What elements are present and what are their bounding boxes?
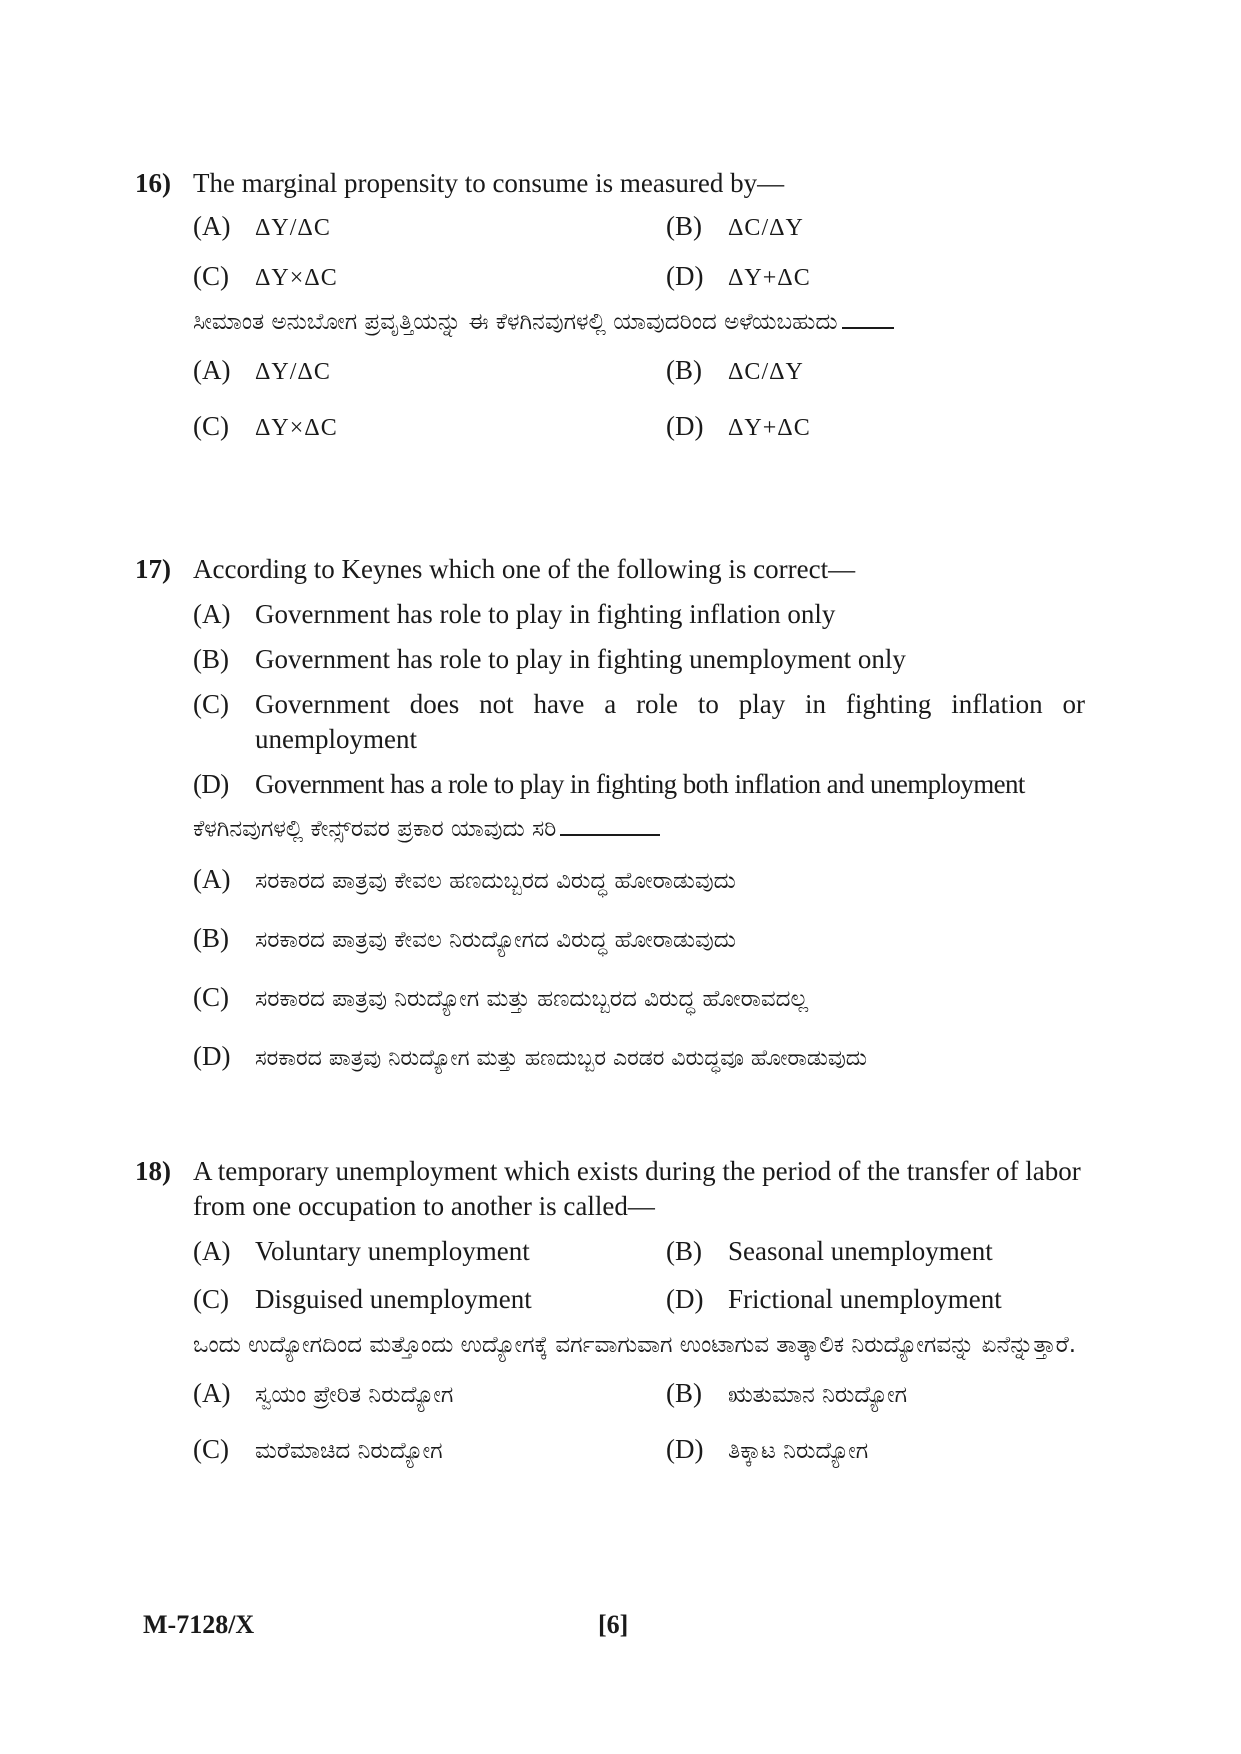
question-number: 18) xyxy=(135,1156,171,1186)
option-label: (D) xyxy=(193,1041,231,1071)
option-label: (A) xyxy=(193,864,231,894)
option-label: (A) xyxy=(193,599,231,629)
option-d xyxy=(666,261,811,292)
option-label: (A) xyxy=(193,1236,231,1266)
option-a xyxy=(193,211,331,242)
question-16 xyxy=(135,166,1085,461)
option-label: (A) xyxy=(193,355,231,385)
option-text: Government has a role to play in fighting both inflation and unemployment xyxy=(255,769,1025,799)
option-text: Government does not have a role to play in fighting inflation or unemployment xyxy=(255,689,1085,754)
option-label: (A) xyxy=(193,211,231,241)
option-text: ಋತುಮಾನ ನಿರುದ್ಯೋಗ xyxy=(728,1382,908,1408)
option-text: ΔC/ΔY xyxy=(728,215,804,241)
option-b xyxy=(666,1236,993,1267)
paper-code: M-7128/X xyxy=(143,1610,255,1639)
option-label: (B) xyxy=(666,211,702,241)
question-stem xyxy=(135,166,1085,201)
option-row xyxy=(193,1378,1085,1434)
question-number: 16) xyxy=(135,168,171,198)
option-row xyxy=(193,355,1085,411)
option-text: ಸರಕಾರದ ಪಾತ್ರವು ನಿರುದ್ಯೋಗ ಮತ್ತು ಹಣದುಬ್ಬರ ಎರಡರ ವಿರುದ್ಧವೂ ಹೋರಾಡುವುದು xyxy=(255,1046,867,1071)
option-text: Voluntary unemployment xyxy=(255,1236,530,1266)
kannada-question xyxy=(193,812,1085,846)
option-text: Frictional unemployment xyxy=(728,1284,1002,1314)
option-row xyxy=(193,261,1085,305)
kannada-option-b xyxy=(193,921,1085,958)
option-c xyxy=(193,261,338,292)
question-text: The marginal propensity to consume is measured by— xyxy=(193,168,785,198)
kannada-option-list xyxy=(193,862,1085,1076)
answer-blank xyxy=(560,814,660,836)
option-a xyxy=(193,1236,530,1267)
option-list xyxy=(193,597,1085,802)
option-label: (D) xyxy=(666,411,704,441)
kannada-option-a xyxy=(193,862,1085,899)
question-text: According to Keynes which one of the following is correct— xyxy=(193,554,856,584)
page-number: [6] xyxy=(598,1610,629,1639)
kannada-option-a xyxy=(193,355,331,386)
option-text: ಮರೆಮಾಚಿದ ನಿರುದ್ಯೋಗ xyxy=(255,1438,443,1464)
option-d xyxy=(666,1284,1002,1315)
question-stem xyxy=(135,552,1085,587)
kannada-option-c xyxy=(193,1434,443,1465)
option-text: ಸ್ವಯಂ ಪ್ರೇರಿತ ನಿರುದ್ಯೋಗ xyxy=(255,1382,454,1408)
kannada-option-a xyxy=(193,1378,453,1409)
option-text: ΔY+ΔC xyxy=(728,265,811,291)
option-text: Government has role to play in fighting unemployment only xyxy=(255,644,906,674)
question-18 xyxy=(135,1154,1085,1484)
option-label: (C) xyxy=(193,411,229,441)
option-label: (D) xyxy=(666,1434,704,1464)
kannada-question xyxy=(193,1328,1085,1362)
option-text: ಸರಕಾರದ ಪಾತ್ರವು ಕೇವಲ ನಿರುದ್ಯೋಗದ ವಿರುದ್ಧ ಹೋರಾಡುವುದು xyxy=(255,927,736,953)
option-d xyxy=(193,767,1085,802)
kannada-option-b xyxy=(666,1378,907,1409)
option-a xyxy=(193,597,1085,632)
option-label: (B) xyxy=(666,1378,702,1408)
option-label: (B) xyxy=(666,355,702,385)
option-text: ಸರಕಾರದ ಪಾತ್ರವು ಕೇವಲ ಹಣದುಬ್ಬರದ ವಿರುದ್ಧ ಹೋರಾಡುವುದು xyxy=(255,868,736,894)
option-row xyxy=(193,411,1085,461)
kannada-option-b xyxy=(666,355,804,386)
option-label: (B) xyxy=(193,923,229,953)
option-text: Government has role to play in fighting inflation only xyxy=(255,599,836,629)
option-text: ΔC/ΔY xyxy=(728,359,804,385)
kannada-option-d xyxy=(666,1434,868,1465)
kannada-option-c xyxy=(193,980,1085,1017)
question-stem xyxy=(135,1154,1085,1224)
option-text: Seasonal unemployment xyxy=(728,1236,993,1266)
option-label: (C) xyxy=(193,982,229,1012)
option-c xyxy=(193,687,1085,757)
option-label: (B) xyxy=(666,1236,702,1266)
option-b xyxy=(666,211,804,242)
kannada-question-text: ಕೆಳಗಿನವುಗಳಲ್ಲಿ ಕೇನ್ಸ್‌ರವರ ಪ್ರಕಾರ ಯಾವುದು ಸರಿ xyxy=(193,816,557,842)
answer-blank xyxy=(842,307,894,329)
kannada-option-d xyxy=(666,411,811,442)
question-number: 17) xyxy=(135,554,171,584)
option-row xyxy=(193,1236,1085,1284)
option-label: (C) xyxy=(193,1434,229,1464)
option-text: Disguised unemployment xyxy=(255,1284,532,1314)
option-label: (D) xyxy=(666,261,704,291)
option-label: (B) xyxy=(193,644,229,674)
option-text: ΔY+ΔC xyxy=(728,415,811,441)
option-b xyxy=(193,642,1085,677)
option-row xyxy=(193,1434,1085,1484)
kannada-question xyxy=(193,305,1085,339)
kannada-option-c xyxy=(193,411,338,442)
option-text: ತಿಕ್ಕಾಟ ನಿರುದ್ಯೋಗ xyxy=(728,1438,869,1464)
option-label: (D) xyxy=(193,769,229,799)
option-label: (C) xyxy=(193,1284,229,1314)
question-text: A temporary unemployment which exists during the period of the transfer of labor from one occupation to another is called— xyxy=(193,1156,1081,1221)
option-row xyxy=(193,1284,1085,1328)
option-label: (A) xyxy=(193,1378,231,1408)
option-text: ΔY/ΔC xyxy=(255,359,331,385)
option-text: ΔY×ΔC xyxy=(255,265,338,291)
option-label: (D) xyxy=(666,1284,704,1314)
option-c xyxy=(193,1284,532,1315)
kannada-question-text: ಸೀಮಾಂತ ಅನುಬೋಗ ಪ್ರವೃತ್ತಿಯನ್ನು ಈ ಕೆಳಗಿನವುಗಳಲ್ಲಿ ಯಾವುದರಿಂದ ಅಳೆಯಬಹುದು xyxy=(193,309,838,335)
option-text: ΔY×ΔC xyxy=(255,415,338,441)
question-17 xyxy=(135,552,1085,1076)
option-text: ಸರಕಾರದ ಪಾತ್ರವು ನಿರುದ್ಯೋಗ ಮತ್ತು ಹಣದುಬ್ಬರದ ವಿರುದ್ಧ ಹೋರಾವದಲ್ಲ xyxy=(255,986,809,1012)
option-row xyxy=(193,211,1085,261)
kannada-question-text: ಒಂದು ಉದ್ಯೋಗದಿಂದ ಮತ್ತೊಂದು ಉದ್ಯೋಗಕ್ಕೆ ವರ್ಗವಾಗುವಾಗ ಉಂಟಾಗುವ ತಾತ್ಕಾಲಿಕ ನಿರುದ್ಯೋಗವನ್ನು ಏನೆನ್ನುತ್ತಾರೆ. xyxy=(193,1332,1077,1358)
option-label: (C) xyxy=(193,689,229,719)
kannada-option-d xyxy=(193,1039,1085,1076)
option-text: ΔY/ΔC xyxy=(255,215,331,241)
option-label: (C) xyxy=(193,261,229,291)
